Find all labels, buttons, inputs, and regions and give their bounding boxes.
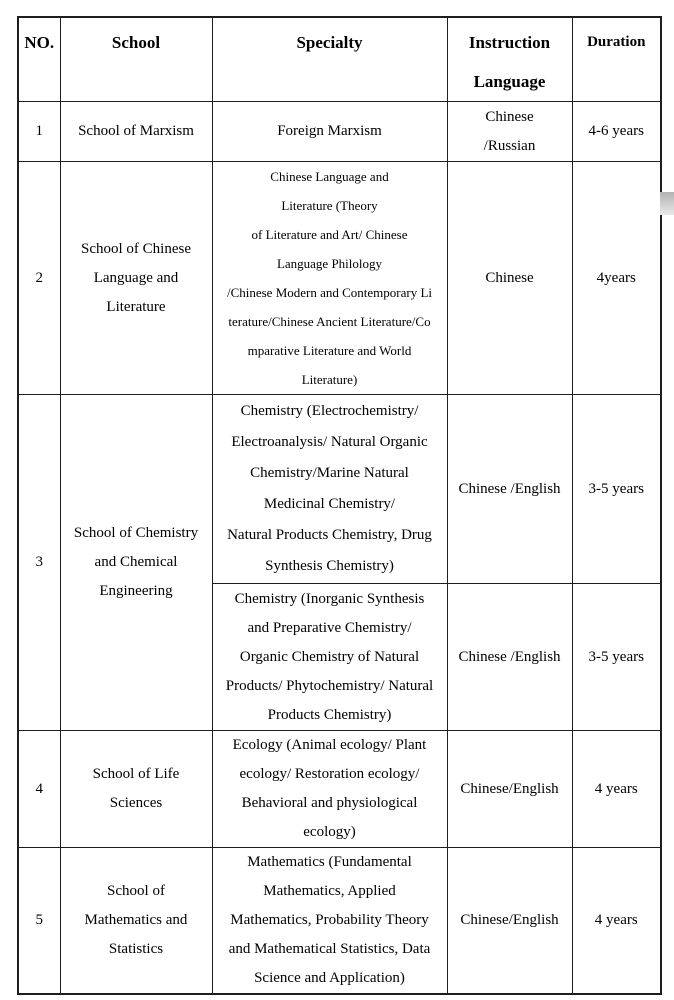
header-row [18, 17, 661, 102]
header-school: School [60, 17, 212, 102]
specialty-line: Literature) [301, 372, 358, 387]
specialty-line: Synthesis Chemistry) [265, 558, 394, 574]
specialty-line: Behavioral and physiological [241, 795, 418, 811]
cell-specialty [212, 731, 447, 848]
cell-school [60, 162, 212, 395]
school-line: School of Life [92, 766, 180, 782]
cell-school [60, 395, 212, 731]
cell-school [60, 102, 212, 162]
header-instruction-line2: Language [473, 72, 546, 91]
cell-language [447, 584, 572, 731]
header-duration: Duration [572, 17, 661, 102]
specialty-line: ecology) [303, 824, 356, 840]
specialty-line: Mathematics, Probability Theory [230, 912, 429, 928]
language-line: /Russian [483, 137, 536, 154]
school-line: and Chemical [94, 554, 178, 570]
specialty-line: and Preparative Chemistry/ [247, 619, 412, 636]
school-line: School of Marxism [78, 123, 194, 139]
specialty-line: Mathematics, Applied [263, 883, 396, 899]
cell-no: 5 [18, 848, 60, 995]
specialty-line: Mathematics (Fundamental [247, 854, 412, 870]
specialty-line: terature/Chinese Ancient Literature/Co [228, 314, 431, 329]
cell-duration: 4 years [572, 731, 661, 848]
language-line: Chinese /English [458, 480, 561, 497]
specialty-line: Foreign Marxism [277, 123, 382, 139]
cell-specialty [212, 395, 447, 584]
school-line: Engineering [99, 583, 173, 599]
cell-school [60, 731, 212, 848]
school-line: Language and [93, 269, 179, 286]
header-instruction-line1: Instruction [468, 33, 551, 52]
specialty-line: Science and Application) [254, 970, 405, 986]
school-line: Statistics [108, 941, 164, 957]
cell-no: 4 [18, 731, 60, 848]
cell-language [447, 395, 572, 584]
specialty-line: Ecology (Animal ecology/ Plant [232, 737, 427, 753]
cell-no: 2 [18, 162, 60, 395]
school-line: School of [107, 883, 165, 899]
specialty-line: Organic Chemistry of Natural [239, 648, 420, 665]
table-row [18, 731, 661, 848]
table-row [18, 848, 661, 995]
school-line: School of Chemistry [73, 525, 199, 541]
cell-language [447, 162, 572, 395]
language-line: Chinese/English [460, 912, 559, 928]
specialty-line: ecology/ Restoration ecology/ [239, 766, 420, 782]
cell-language [447, 848, 572, 995]
cell-duration: 3-5 years [572, 395, 661, 584]
cell-specialty [212, 162, 447, 395]
language-line: Chinese [485, 269, 534, 286]
cell-specialty [212, 102, 447, 162]
language-line: Chinese /English [458, 648, 561, 665]
specialty-line: of Literature and Art/ Chinese [251, 227, 408, 242]
cell-duration: 4-6 years [572, 102, 661, 162]
specialty-line: Products/ Phytochemistry/ Natural [225, 677, 434, 694]
specialty-line: Chemistry (Electrochemistry/ [240, 403, 419, 419]
school-line: Mathematics and [84, 912, 188, 928]
cell-no: 1 [18, 102, 60, 162]
header-instruction-language [447, 17, 572, 102]
specialty-line: Language Philology [276, 256, 383, 271]
specialty-line: Electroanalysis/ Natural Organic [231, 434, 428, 450]
specialty-line: Literature (Theory [281, 198, 378, 213]
table-row [18, 395, 661, 584]
language-line: Chinese/English [460, 780, 559, 797]
specialty-line: Chemistry (Inorganic Synthesis [234, 590, 425, 607]
school-line: Literature [106, 298, 166, 315]
table-row [18, 102, 661, 162]
cell-school [60, 848, 212, 995]
cell-duration: 4years [572, 162, 661, 395]
cell-language [447, 102, 572, 162]
specialty-line: /Chinese Modern and Contemporary Li [226, 285, 433, 300]
cell-duration: 4 years [572, 848, 661, 995]
specialty-line: Medicinal Chemistry/ [263, 496, 396, 512]
cell-duration: 3-5 years [572, 584, 661, 731]
specialty-line: Chinese Language and [270, 169, 389, 184]
scrollbar-thumb[interactable] [660, 192, 674, 215]
specialty-line: mparative Literature and World [247, 343, 412, 358]
school-line: Sciences [109, 795, 163, 811]
school-line: School of Chinese [81, 240, 191, 257]
specialty-line: and Mathematical Statistics, Data [228, 941, 431, 957]
language-line: Chinese [485, 108, 534, 125]
cell-specialty [212, 848, 447, 995]
specialty-line: Products Chemistry) [267, 706, 392, 723]
specialty-line: Natural Products Chemistry, Drug [227, 527, 432, 543]
cell-no: 3 [18, 395, 60, 731]
header-specialty: Specialty [212, 17, 447, 102]
programs-table [17, 16, 662, 995]
cell-specialty [212, 584, 447, 731]
cell-language [447, 731, 572, 848]
specialty-line: Chemistry/Marine Natural [250, 465, 409, 481]
table-row [18, 162, 661, 395]
header-no: NO. [18, 17, 60, 102]
